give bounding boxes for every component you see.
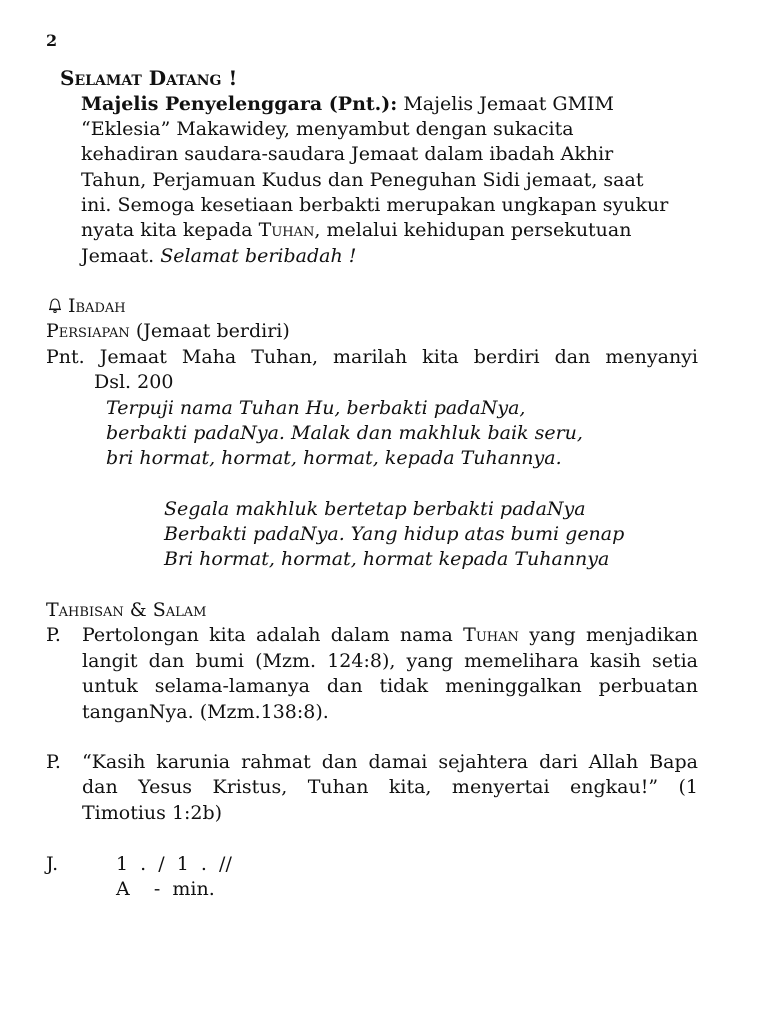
pnt-line: Pnt. Jemaat Maha Tuhan, marilah kita berdiri dan menyanyi [46, 346, 698, 368]
p1-line-3: untuk selama-lamanya dan tidak meninggalkan perbuatan [82, 675, 698, 697]
tuhan-word: Tuhan [258, 219, 315, 241]
welcome-line-3: kehadiran saudara-saudara Jemaat dalam ibadah Akhir [81, 143, 614, 165]
hymn-reference: Dsl. 200 [94, 371, 174, 393]
p2-line-1: “Kasih karunia rahmat dan damai sejahtera dari Allah Bapa [82, 751, 698, 773]
welcome-text-1: Majelis Jemaat GMIM [403, 93, 615, 115]
j-marker: J. [46, 853, 59, 875]
verse1-line-2: berbakti padaNya. Malak dan makhluk baik seru, [106, 422, 583, 444]
organizer-label: Majelis Penyelenggara (Pnt.): [81, 93, 398, 115]
p2-line-3: Timotius 1:2b) [82, 802, 223, 824]
verse1-line-1: Terpuji nama Tuhan Hu, berbakti padaNya, [106, 397, 526, 419]
p2-line-2: dan Yesus Kristus, Tuhan kita, menyertai engkau!” (1 [82, 776, 698, 798]
page-number: 2 [46, 31, 58, 50]
welcome-line-7: Jemaat. Selamat beribadah ! [81, 245, 357, 267]
welcome-line-6: nyata kita kepada Tuhan, melalui kehidupan persekutuan [81, 219, 632, 241]
p1-line-1: Pertolongan kita adalah dalam nama Tuhan yang menjadikan [82, 624, 699, 646]
welcome-line-4: Tahun, Perjamuan Kudus dan Peneguhan Sidi jemaat, saat [81, 169, 644, 191]
tahbisan-heading: Tahbisan & Salam [46, 599, 207, 621]
tuhan-word: Tuhan [463, 624, 519, 646]
j-notation-2: A - min. [116, 878, 215, 900]
verse2-line-2: Berbakti padaNya. Yang hidup atas bumi genap [164, 523, 625, 545]
p1-marker: P. [46, 624, 61, 646]
welcome-line-2: “Eklesia” Makawidey, menyambut dengan sukacita [81, 118, 574, 140]
p1-line-4: tanganNya. (Mzm.138:8). [82, 701, 329, 723]
verse2-line-1: Segala makhluk bertetap berbakti padaNya [164, 498, 586, 520]
p2-marker: P. [46, 751, 61, 773]
verse2-line-3: Bri hormat, hormat, hormat kepada Tuhannya [164, 548, 610, 570]
welcome-title: Selamat Datang ! [60, 66, 238, 90]
p1-line-2: langit dan bumi (Mzm. 124:8), yang memelihara kasih setia [82, 650, 698, 672]
welcome-closing: Selamat beribadah ! [160, 245, 357, 267]
persiapan-line [46, 319, 290, 344]
persiapan-note: (Jemaat berdiri) [129, 320, 290, 342]
verse1-line-3: bri hormat, hormat, hormat, kepada Tuhannya. [106, 447, 562, 469]
j-notation-1: 1 . / 1 . // [116, 853, 232, 875]
persiapan-heading: Persiapan [46, 320, 130, 342]
welcome-line-5: ini. Semoga kesetiaan berbakti merupakan ungkapan syukur [81, 194, 669, 216]
ibadah-heading: Ibadah [46, 294, 126, 319]
bell-icon [46, 294, 68, 319]
welcome-line-1 [81, 92, 614, 117]
